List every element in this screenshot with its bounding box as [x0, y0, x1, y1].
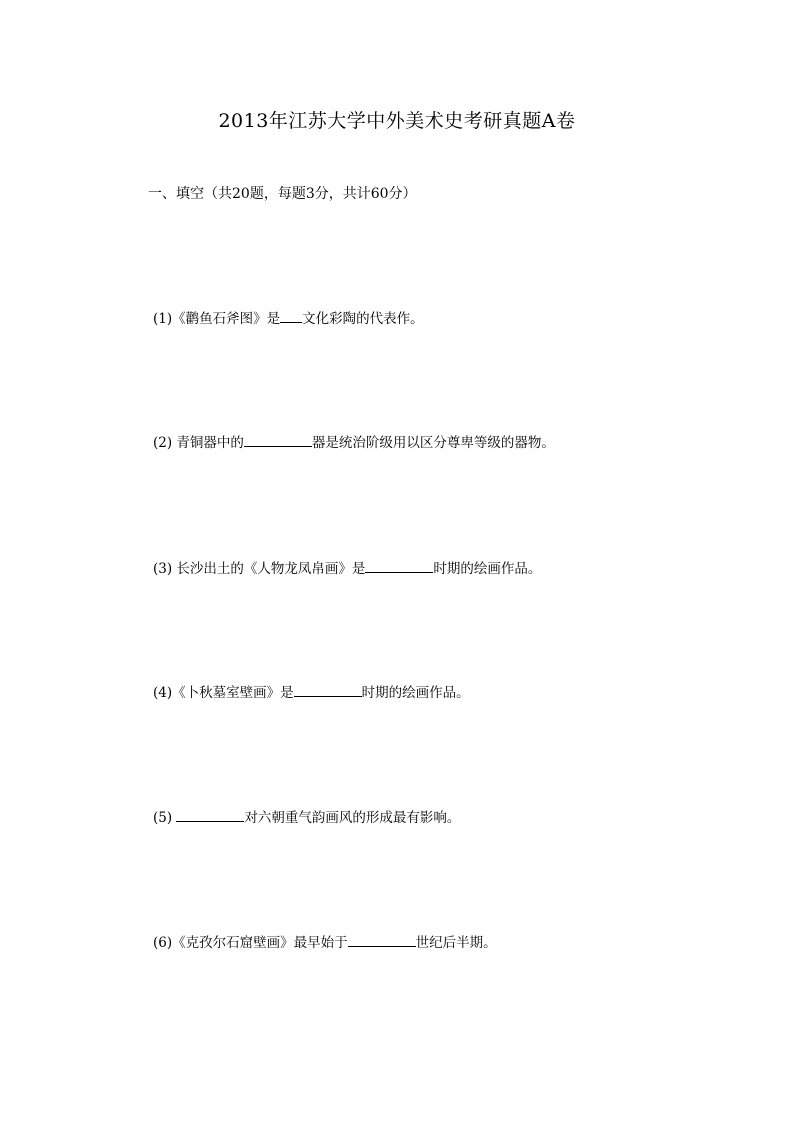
question-1-suffix: 文化彩陶的代表作。	[302, 311, 424, 327]
question-5-prefix: (5)	[153, 810, 177, 826]
answer-blank-5[interactable]	[176, 809, 244, 822]
answer-blank-2[interactable]	[244, 434, 312, 447]
question-6	[153, 931, 497, 951]
answer-blank-1[interactable]	[280, 310, 302, 323]
question-5	[153, 806, 460, 826]
section-heading: 一、填空（共20题，每题3分，共计60分）	[148, 186, 417, 202]
question-1	[153, 307, 424, 327]
question-2-prefix: (2) 青铜器中的	[153, 435, 244, 451]
question-2-suffix: 器是统治阶级用以区分尊卑等级的器物。	[311, 435, 555, 451]
question-6-suffix: 世纪后半期。	[415, 935, 497, 951]
answer-blank-6[interactable]	[348, 934, 416, 947]
question-1-prefix: (1)《鹳鱼石斧图》是	[153, 311, 281, 327]
question-4	[153, 681, 470, 701]
question-5-suffix: 对六朝重气韵画风的形成最有影响。	[244, 810, 461, 826]
question-6-prefix: (6)《克孜尔石窟壁画》最早始于	[153, 935, 348, 951]
page-title: 2013年江苏大学中外美术史考研真题A卷	[218, 110, 576, 132]
question-3-prefix: (3) 长沙出土的《人物龙凤帛画》是	[153, 561, 366, 577]
answer-blank-3[interactable]	[365, 560, 433, 573]
question-3-suffix: 时期的绘画作品。	[433, 561, 542, 577]
question-2	[153, 431, 555, 451]
answer-blank-4[interactable]	[294, 684, 362, 697]
question-3	[153, 557, 541, 577]
question-4-suffix: 时期的绘画作品。	[361, 685, 470, 701]
question-4-prefix: (4)《卜秋墓室壁画》是	[153, 685, 294, 701]
